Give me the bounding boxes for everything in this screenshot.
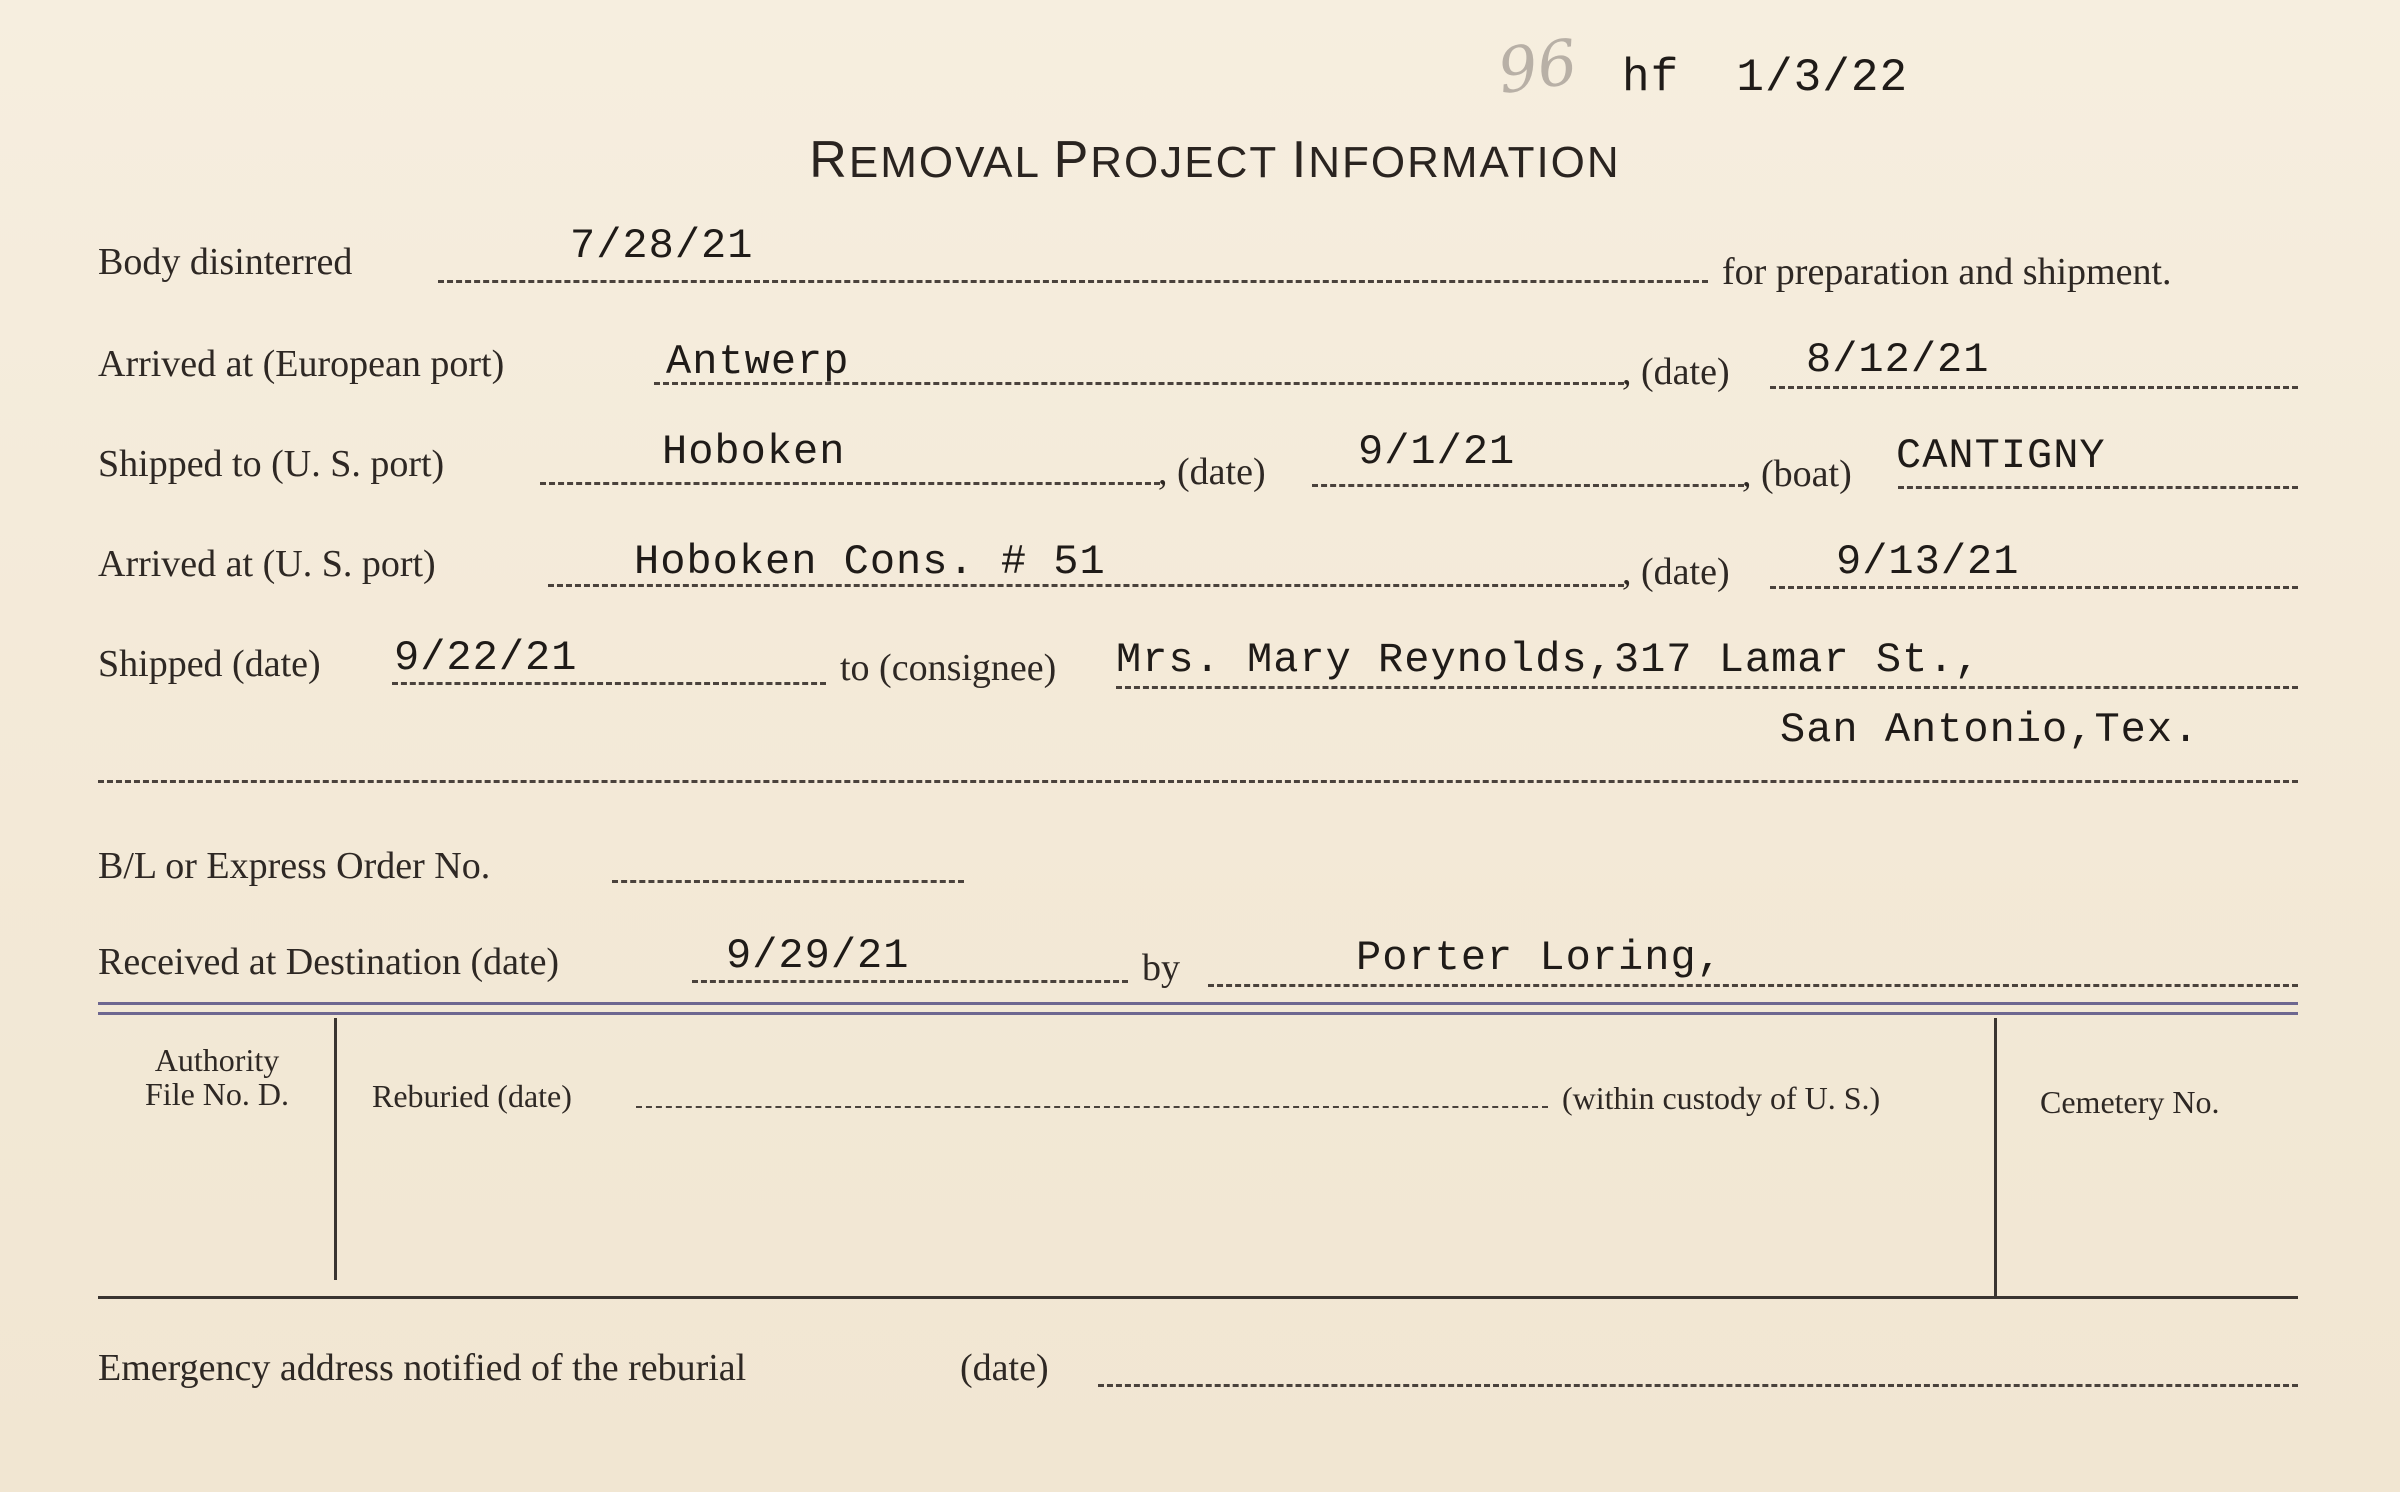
consignee-line-2 [98, 780, 2298, 783]
boat-value[interactable]: CANTIGNY [1896, 432, 2106, 480]
emergency-address-label: Emergency address notified of the reburial [98, 1347, 747, 1389]
us-port-shipped-date-label: , (date) [1158, 451, 1266, 493]
boat-label: , (boat) [1742, 453, 1852, 495]
us-port-shipped-date[interactable]: 9/1/21 [1358, 428, 1516, 476]
table-bottom-rule [98, 1296, 2298, 1299]
us-port-shipped-date-line [1312, 484, 1744, 487]
shipped-date-line [392, 682, 826, 685]
consignee-city[interactable]: San Antonio,Tex. [1780, 706, 2200, 754]
emergency-date-label: (date) [960, 1347, 1049, 1389]
file-annotation: hf 1/3/22 [1622, 52, 1909, 104]
reburied-line [636, 1106, 1548, 1108]
reburied-label: Reburied (date) [372, 1078, 572, 1114]
consignee-value[interactable]: Mrs. Mary Reynolds,317 Lamar St., [1116, 636, 1981, 684]
authority-divider [334, 1018, 337, 1280]
boat-line [1898, 486, 2298, 489]
us-port-shipped-line [540, 482, 1160, 485]
table-top-rule-1 [98, 1002, 2298, 1005]
cemetery-label: Cemetery No. [2040, 1084, 2220, 1120]
european-port-label: Arrived at (European port) [98, 343, 505, 385]
received-by-label: by [1142, 947, 1180, 989]
received-date-value[interactable]: 9/29/21 [726, 932, 910, 980]
custody-label: (within custody of U. S.) [1562, 1080, 1881, 1116]
european-port-value[interactable]: Antwerp [666, 338, 850, 386]
us-port-shipped-value[interactable]: Hoboken [662, 428, 846, 476]
shipped-date-value[interactable]: 9/22/21 [394, 634, 578, 682]
form-title: REMOVAL PROJECT INFORMATION [809, 131, 1621, 189]
consignee-line [1116, 686, 2298, 689]
us-port-arrived-date-line [1770, 586, 2298, 589]
shipped-date-label: Shipped (date) [98, 643, 321, 685]
received-by-value[interactable]: Porter Loring, [1356, 934, 1723, 982]
table-top-rule-2 [98, 1012, 2298, 1015]
body-disinterred-line [438, 280, 1708, 283]
us-port-arrived-date[interactable]: 9/13/21 [1836, 538, 2020, 586]
us-port-arrived-date-label: , (date) [1622, 551, 1730, 593]
authority-label-line-2: File No. D. [145, 1076, 289, 1112]
european-port-date-line [1770, 386, 2298, 389]
us-port-arrived-value[interactable]: Hoboken Cons. # 51 [634, 538, 1106, 586]
preparation-suffix: for preparation and shipment. [1722, 251, 2172, 293]
us-port-arrived-label: Arrived at (U. S. port) [98, 543, 436, 585]
received-by-line [1208, 984, 2298, 987]
european-port-date-label: , (date) [1622, 351, 1730, 393]
consignee-label: to (consignee) [840, 647, 1057, 689]
bl-order-line [612, 880, 964, 883]
emergency-date-line [1098, 1384, 2298, 1387]
authority-label-line-1: Authority [154, 1042, 280, 1078]
received-date-line [692, 980, 1128, 983]
cemetery-divider [1994, 1018, 1997, 1296]
body-disinterred-label: Body disinterred [98, 241, 353, 283]
body-disinterred-value[interactable]: 7/28/21 [570, 222, 754, 270]
received-date-label: Received at Destination (date) [98, 941, 560, 983]
bl-order-label: B/L or Express Order No. [98, 845, 491, 887]
european-port-date[interactable]: 8/12/21 [1806, 336, 1990, 384]
us-port-shipped-label: Shipped to (U. S. port) [98, 443, 445, 485]
pencil-mark: 96 [1493, 24, 1582, 109]
